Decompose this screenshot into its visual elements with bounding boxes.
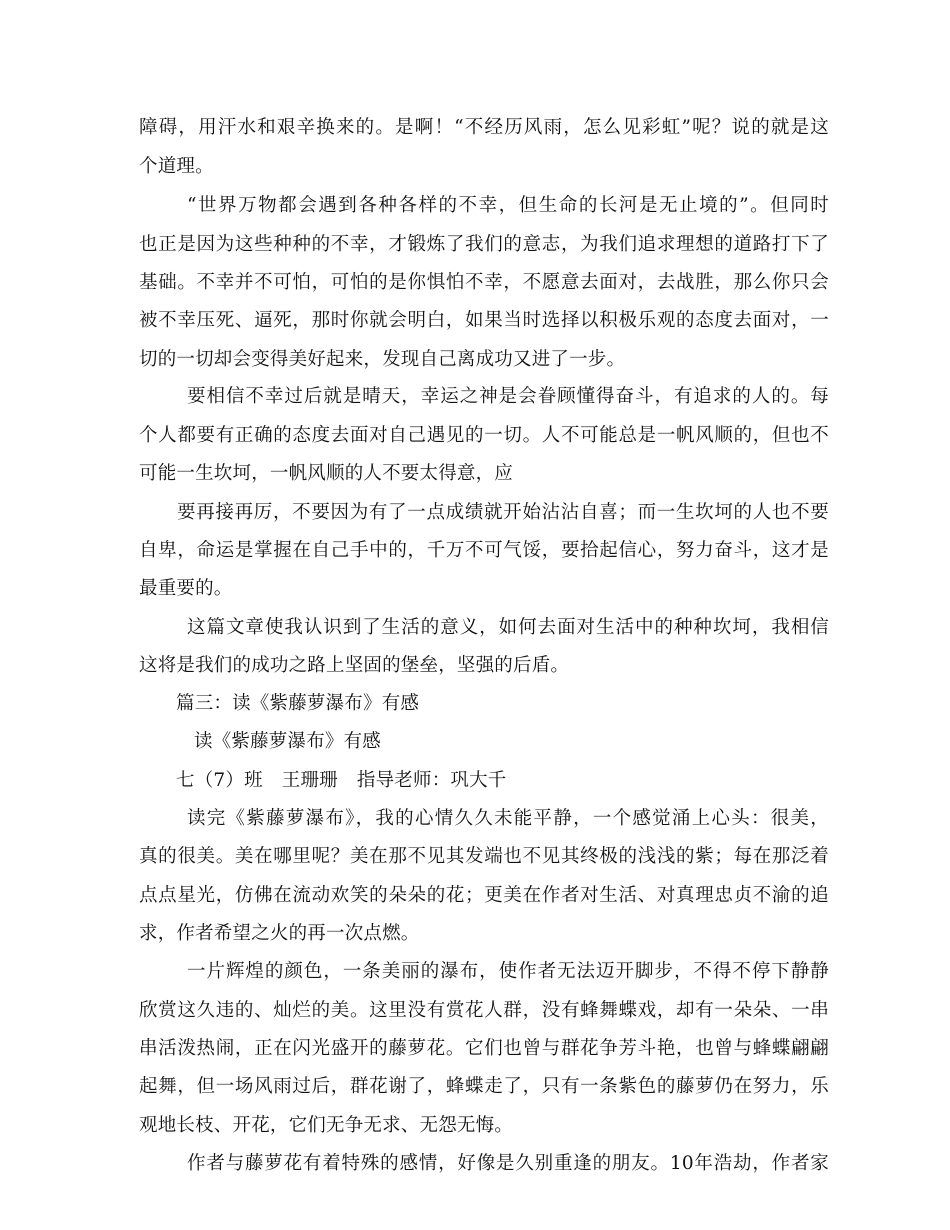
text-line: 作者与藤萝花有着特殊的感情，好像是久别重逢的朋友。10年浩劫，作者家 xyxy=(187,1153,829,1174)
text-line: 要再接再厉，不要因为有了一点成绩就开始沾沾自喜；而一生坎坷的人也不要 xyxy=(177,502,829,523)
text-line: 点点星光，仿佛在流动欢笑的朵朵的花；更美在作者对生活、对真理忠贞不渝的追 xyxy=(139,885,829,906)
text-line: “世界万物都会遇到各种各样的不幸，但生命的长河是无止境的”。但同时 xyxy=(187,195,829,216)
text-line: 个人都要有正确的态度去面对自己遇见的一切。人不可能总是一帆风顺的，但也不 xyxy=(139,425,829,446)
text-line: 欣赏这久违的、灿烂的美。这里没有赏花人群，没有蜂舞蝶戏，却有一朵朵、一串 xyxy=(139,1000,829,1021)
class-label: 七（7）班 xyxy=(176,770,263,791)
text-line: 串活泼热闹，正在闪光盛开的藤萝花。它们也曾与群花争芳斗艳，也曾与蜂蝶翩翩 xyxy=(139,1038,829,1059)
text-line: 切的一切却会变得美好起来，发现自己离成功又进了一步。 xyxy=(139,349,626,370)
section-heading: 篇三：读《紫藤萝瀑布》有感 xyxy=(176,693,420,714)
text-line: 被不幸压死、逼死，那时你就会明白，如果当时选择以积极乐观的态度去面对，一 xyxy=(139,310,829,331)
text-line: 求，作者希望之火的再一次点燃。 xyxy=(139,923,420,944)
text-line: 可能一生坎坷，一帆风顺的人不要太得意，应 xyxy=(139,463,514,484)
text-line: 要相信不幸过后就是晴天，幸运之神是会眷顾懂得奋斗，有追求的人的。每 xyxy=(187,386,829,407)
text-line: 起舞，但一场风雨过后，群花谢了，蜂蝶走了，只有一条紫色的藤萝仍在努力，乐 xyxy=(139,1076,829,1097)
text-line: 个道理。 xyxy=(139,156,214,177)
instructor-label: 指导老师：巩大千 xyxy=(356,770,507,791)
article-title: 读《紫藤萝瀑布》有感 xyxy=(194,731,382,752)
text-line: 基础。不幸并不可怕，可怕的是你惧怕不幸，不愿意去面对，去战胜，那么你只会 xyxy=(139,272,829,293)
text-line: 这将是我们的成功之路上坚固的堡垒，坚强的后盾。 xyxy=(139,655,570,676)
text-line: 一片辉煌的颜色，一条美丽的瀑布，使作者无法迈开脚步，不得不停下静静 xyxy=(187,961,829,982)
text-line: 自卑，命运是掌握在自己手中的，千万不可气馁，要拾起信心，努力奋斗，这才是 xyxy=(139,540,829,561)
text-line: 真的很美。美在哪里呢？美在那不见其发端也不见其终极的浅浅的紫；每在那泛着 xyxy=(139,846,829,867)
text-line: 读完《紫藤萝瀑布》，我的心情久久未能平静，一个感觉涌上心头：很美， xyxy=(187,808,829,829)
author-name: 王珊珊 xyxy=(281,770,338,791)
text-line: 这篇文章使我认识到了生活的意义，如何去面对生活中的种种坎坷，我相信 xyxy=(187,617,829,638)
text-line: 障碍，用汗水和艰辛换来的。是啊！“不经历风雨，怎么见彩虹”呢？说的就是这 xyxy=(139,117,829,138)
text-line: 也正是因为这些种种的不幸，才锻炼了我们的意志，为我们追求理想的道路打下了 xyxy=(139,234,829,255)
byline xyxy=(176,766,866,796)
text-line: 观地长枝、开花，它们无争无求、无怨无悔。 xyxy=(139,1115,514,1136)
text-line: 最重要的。 xyxy=(139,578,233,599)
